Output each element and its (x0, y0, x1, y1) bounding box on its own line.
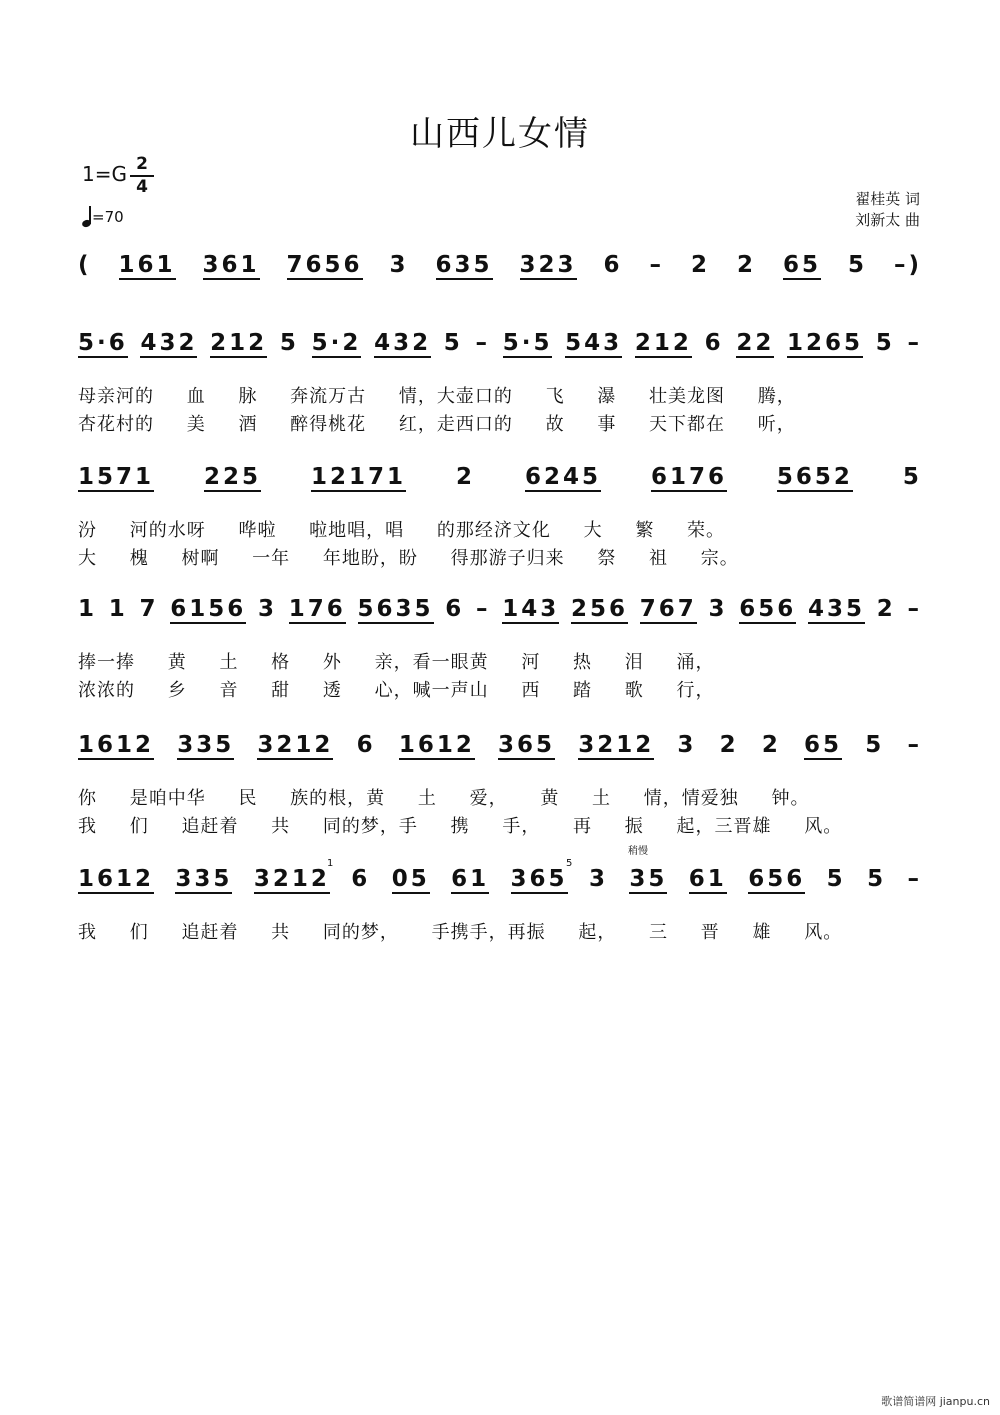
note-group: 6245 (524, 464, 601, 490)
key-signature: 1=G (82, 162, 127, 186)
note-group: 35 (629, 866, 668, 892)
lyric-line: 大 槐 树啊 一年 年地盼，盼 得那游子归来 祭 祖 宗。 (78, 548, 739, 569)
note-group: – (907, 732, 922, 758)
note-group: 6 (351, 866, 371, 892)
time-signature (130, 154, 154, 198)
lyric-line: 你 是咱中华 民 族的根，黄 土 爱， 黄 土 情，情爱独 钟。 (78, 788, 810, 809)
note-group: 3 (677, 732, 697, 758)
notation-row (78, 866, 922, 894)
note-group: 5 (865, 732, 885, 758)
song-title: 山西儿女情 (410, 114, 590, 154)
note-group: 2 (719, 732, 739, 758)
note-group: 2 (690, 252, 710, 278)
lyric-line: 捧一捧 黄 土 格 外 亲，看一眼黄 河 热 泪 涌， (78, 652, 715, 673)
note-group: 635 (435, 252, 493, 278)
composer-credit: 刘新太 曲 (855, 211, 920, 229)
note-group: 5·5 (502, 330, 553, 356)
note-group: 5 (279, 330, 299, 356)
note-group: 5 (847, 252, 867, 278)
note-group: 1265 (787, 330, 864, 356)
time-signature-top: 2 (130, 154, 154, 177)
note-group: 3 (708, 596, 728, 622)
note-group: 432 (374, 330, 432, 356)
note-group: 5·2 (311, 330, 362, 356)
note-group: 6156 (170, 596, 247, 622)
note-group: 361 (202, 252, 260, 278)
note-group: 656 (748, 866, 806, 892)
note-group: ( (78, 252, 92, 278)
grace-note: 5 (566, 858, 573, 869)
note-group: 05 (391, 866, 430, 892)
note-group: – (475, 330, 490, 356)
note-group: 1612 (398, 732, 475, 758)
tempo-value: =70 (92, 208, 124, 226)
note-group: 5 (826, 866, 846, 892)
note-group: 225 (203, 464, 261, 490)
note-group: 5 (867, 866, 887, 892)
lyricist-credit: 翟桂英 词 (855, 190, 920, 208)
note-group: 65 (804, 732, 843, 758)
note-group: 432 (140, 330, 198, 356)
note-group: 2 (761, 732, 781, 758)
note-group: 5635 (357, 596, 434, 622)
note-group: 543 (565, 330, 623, 356)
notation-row (78, 252, 922, 280)
note-group: –) (893, 252, 922, 278)
lyric-line: 我 们 追赶着 共 同的梦，手 携 手， 再 振 起，三晋雄 风。 (78, 816, 843, 837)
lyric-line: 汾 河的水呀 哗啦 啦地唱，唱 的那经济文化 大 繁 荣。 (78, 520, 726, 541)
note-group: 212 (634, 330, 692, 356)
note-group: 61 (688, 866, 727, 892)
note-group: 3 (588, 866, 608, 892)
note-group: 5·6 (78, 330, 128, 356)
note-group: 3 (389, 252, 409, 278)
notation-row (78, 596, 922, 624)
note-group: 5 (902, 464, 922, 490)
note-group: – (476, 596, 491, 622)
note-group: 6 (704, 330, 724, 356)
time-signature-bottom: 4 (136, 177, 148, 197)
note-group: 1 (108, 596, 128, 622)
note-group: – (907, 330, 922, 356)
note-group: 2 (455, 464, 475, 490)
note-group: 61 (451, 866, 490, 892)
note-group: 3212 (578, 732, 655, 758)
note-group: 212 (210, 330, 268, 356)
note-group: 1 (78, 596, 98, 622)
note-group: 6 (445, 596, 465, 622)
quarter-note-icon (82, 205, 92, 227)
note-group: 143 (502, 596, 560, 622)
note-group: 22 (736, 330, 775, 356)
note-group: 6 (356, 732, 376, 758)
note-group: – (907, 596, 922, 622)
note-group: 7656 (286, 252, 363, 278)
notation-row (78, 464, 922, 492)
note-group: 365 (510, 866, 568, 892)
note-group: 5652 (776, 464, 853, 490)
note-group: 3212 (253, 866, 330, 892)
note-group: – (649, 252, 664, 278)
note-group: 435 (807, 596, 865, 622)
note-group: 323 (519, 252, 577, 278)
grace-note-2: 1 (327, 858, 334, 869)
note-group: 1612 (78, 866, 155, 892)
note-group: 3212 (257, 732, 334, 758)
notation-row (78, 330, 922, 358)
lyric-line: 我 们 追赶着 共 同的梦， 手携手，再振 起， 三 晋 雄 风。 (78, 922, 843, 943)
note-group: 365 (498, 732, 556, 758)
tempo-marking: 稍慢 (628, 846, 648, 857)
lyric-line: 杏花村的 美 酒 醉得桃花 红，走西口的 故 事 天下都在 听， (78, 414, 796, 435)
note-group: 12171 (310, 464, 406, 490)
note-group: 1571 (78, 464, 155, 490)
note-group: 3 (258, 596, 278, 622)
note-group: 335 (177, 732, 235, 758)
note-group: 6 (603, 252, 623, 278)
note-group: 5 (443, 330, 463, 356)
note-group: 5 (875, 330, 895, 356)
note-group: 335 (175, 866, 233, 892)
lyric-line: 母亲河的 血 脉 奔流万古 情，大壶口的 飞 瀑 壮美龙图 腾， (78, 386, 796, 407)
note-group: 2 (876, 596, 896, 622)
notation-row (78, 732, 922, 760)
note-group: 7 (139, 596, 159, 622)
note-group: – (907, 866, 922, 892)
note-group: 2 (736, 252, 756, 278)
note-group: 1612 (78, 732, 155, 758)
note-group: 176 (288, 596, 346, 622)
note-group: 161 (118, 252, 176, 278)
note-group: 767 (639, 596, 697, 622)
note-group: 656 (739, 596, 797, 622)
note-group: 6176 (650, 464, 727, 490)
note-group: 256 (570, 596, 628, 622)
footer-watermark: 歌谱简谱网 jianpu.cn (881, 1395, 990, 1408)
tempo-mark (82, 205, 124, 227)
note-group: 65 (782, 252, 821, 278)
lyric-line: 浓浓的 乡 音 甜 透 心，喊一声山 西 踏 歌 行， (78, 680, 715, 701)
